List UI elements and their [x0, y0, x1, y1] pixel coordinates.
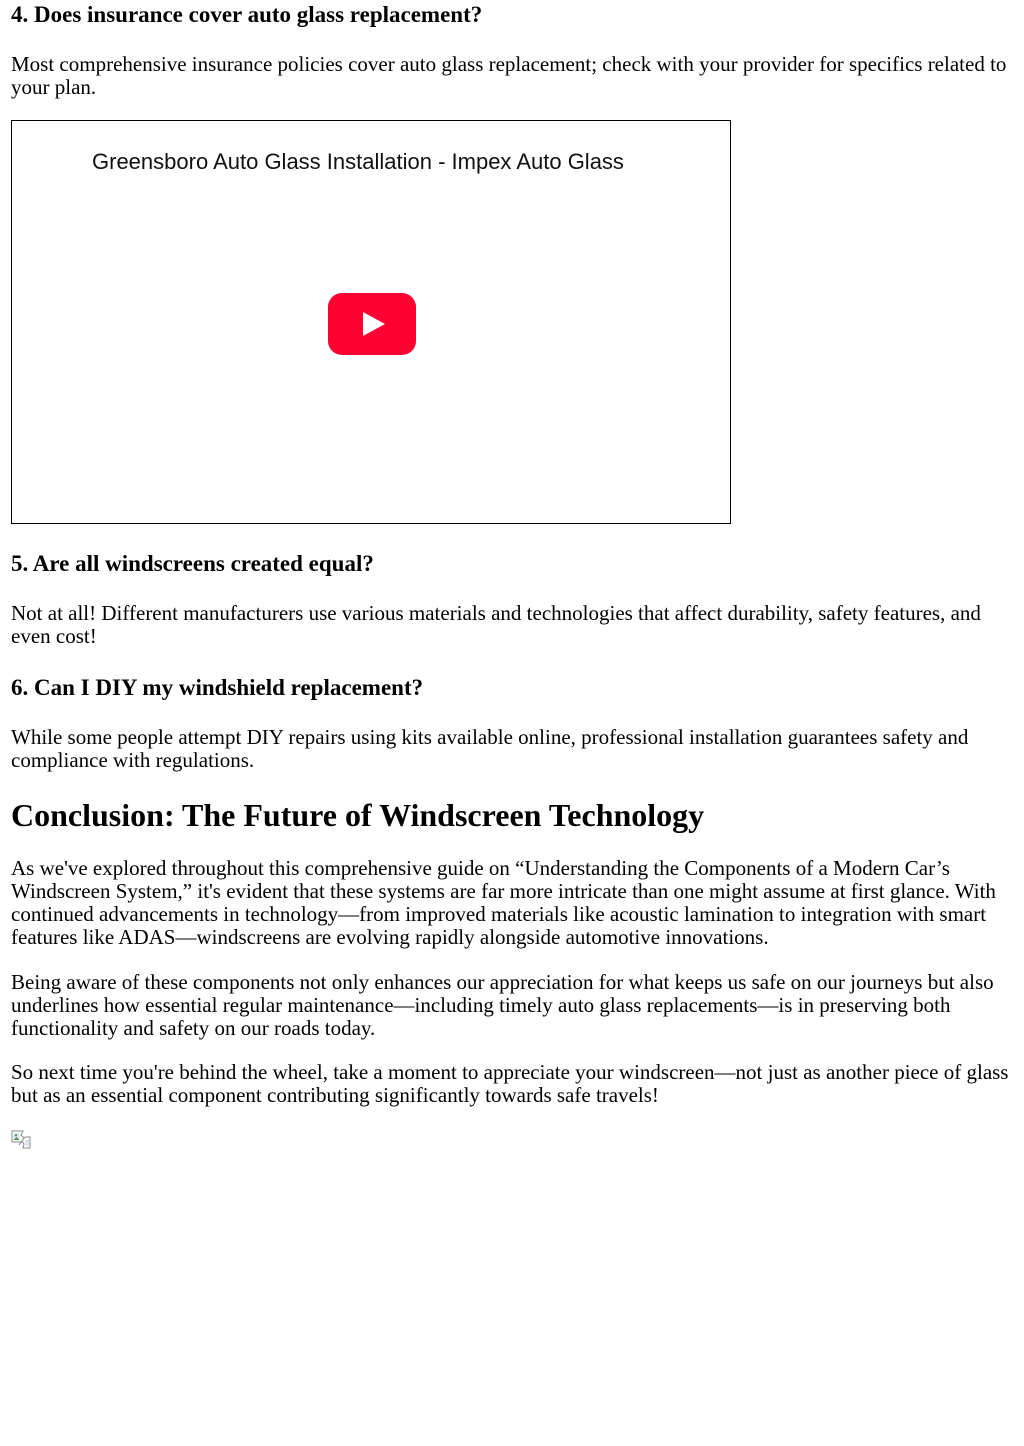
conclusion-paragraph: As we've explored throughout this comprehensive guide on “Understanding the Components of a Modern Car’s Windscreen System,” it's evident that these systems are far more intricate than one might assume at first glance. With continued advancements in technology—from improved materials like acoustic lamination to integration with smart features like ADAS—windscreens are evolving rapidly alongside automotive innovations.: [11, 856, 996, 949]
faq-question-4: 4. Does insurance cover auto glass replacement?: [11, 2, 483, 27]
faq-answer-4: Most comprehensive insurance policies cover auto glass replacement; check with your provider for specifics related to your plan.: [11, 52, 1007, 99]
faq-question-5: 5. Are all windscreens created equal?: [11, 551, 374, 576]
faq-question-6: 6. Can I DIY my windshield replacement?: [11, 675, 424, 700]
play-button-icon[interactable]: [328, 293, 416, 355]
conclusion-heading: Conclusion: The Future of Windscreen Technology: [11, 797, 705, 833]
conclusion-paragraph: So next time you're behind the wheel, take a moment to appreciate your windscreen—not just as another piece of glass but as an essential component contributing significantly towards safe travels!: [11, 1060, 1009, 1107]
faq-answer-5: Not at all! Different manufacturers use various materials and technologies that affect durability, safety features, and even cost!: [11, 601, 981, 648]
video-title[interactable]: Greensboro Auto Glass Installation - Impex Auto Glass: [92, 149, 624, 174]
conclusion-paragraph: Being aware of these components not only enhances our appreciation for what keeps us safe on our journeys but also underlines how essential regular maintenance—including timely auto glass replacements—is in preserving both functionality and safety on our roads today.: [11, 970, 994, 1040]
video-embed[interactable]: [11, 120, 731, 524]
broken-image-icon: [11, 1129, 31, 1149]
faq-answer-6: While some people attempt DIY repairs using kits available online, professional installation guarantees safety and compliance with regulations.: [11, 725, 969, 772]
